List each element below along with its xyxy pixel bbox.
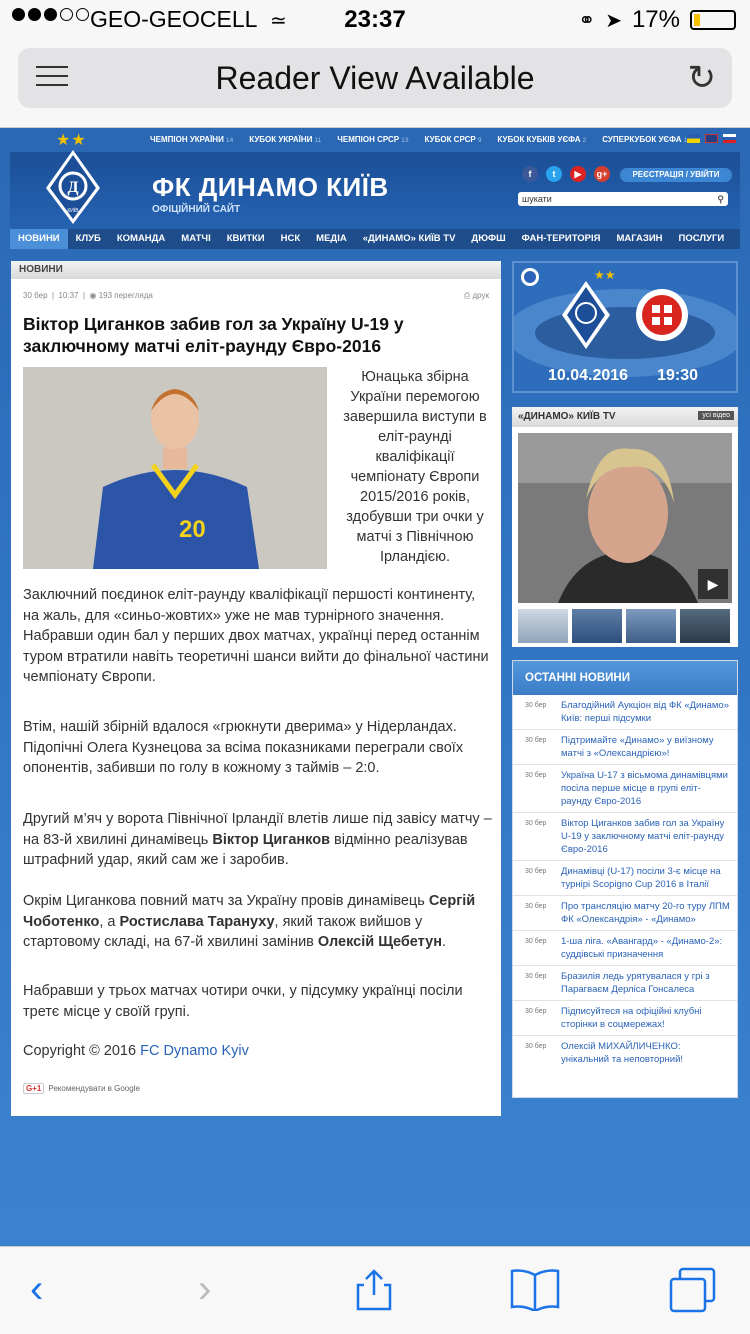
article-intro: Юнацька збірна України перемогою завершила виступи в еліт-раунді кваліфікації чемпіонату Європи 2015/2016 років, здобувши три очки у матчі з Північною Ірландією. <box>343 369 487 565</box>
social-links <box>522 166 610 182</box>
svg-text:★★: ★★ <box>594 268 616 282</box>
nav-club[interactable]: КЛУБ <box>75 233 101 244</box>
svg-text:Д: Д <box>67 179 79 196</box>
google-plus-one-icon[interactable]: G+1 <box>23 1083 44 1094</box>
article-paragraph: Заключний поєдинок еліт-раунду кваліфікації першості континенту, на жаль, для «синьо-жовтих» уже не мав турнірного значення. Набравши один бал у перших двох матчах, українці перед останнім туром втратили навіть теоретичні шанси вийти до фінальної частини чемпіонату Європи. <box>23 587 489 685</box>
article-paragraph: Другий м’яч у ворота Північної Ірландії влетів лише під завісу матчу – на 83-й хвилині динамівець Віктор Циганков відмінно реалізував штрафний удар, який сам же і заробив. <box>23 811 492 868</box>
trophy-link[interactable]: ЧЕМПІОН УКРАЇНИ 14 <box>150 135 234 144</box>
news-item[interactable]: 30 бер Динамівці (U-17) посіли 3-є місце на турнірі Scopigno Cup 2016 в Італії <box>513 861 737 896</box>
video-thumbnails <box>518 609 730 643</box>
news-item[interactable]: 30 бер Україна U-17 з вісьмома динамівцями посіла перше місце в групі еліт-раунду Євро-2016 <box>513 765 737 813</box>
signal-strength-icon <box>12 8 89 21</box>
flag-ru-icon[interactable] <box>723 134 736 143</box>
nav-tickets[interactable]: КВИТКИ <box>226 233 265 244</box>
article-paragraph: Втім, нашій збірній вдалося «грюкнути дверима» у Нідерландах. Підопічні Олега Кузнецова за всіма показниками переграли своїх опонентів, забивши по голу в кожному з таймів – 2:0. <box>23 719 464 776</box>
dynamo-logo-icon[interactable] <box>44 148 102 226</box>
news-item[interactable]: 30 бер 1-ша ліга. «Авангард» - «Динамо-2»: суддівські призначення <box>513 931 737 966</box>
site-search-input[interactable]: шукати ⚲ <box>518 192 728 206</box>
youtube-icon[interactable]: ▶ <box>570 166 586 182</box>
latest-news-title: ОСТАННІ НОВИНИ <box>513 661 737 695</box>
video-thumb[interactable] <box>680 609 730 643</box>
news-item[interactable]: 30 бер Віктор Циганков забив гол за Україну U-19 у заключному матчі еліт-раунду Євро-2016 <box>513 813 737 861</box>
trophy-link[interactable]: КУБОК СРСР 9 <box>424 135 482 144</box>
eye-icon: ◉ <box>89 291 97 300</box>
video-thumb[interactable] <box>518 609 568 643</box>
article-views: 193 перегляда <box>98 291 153 300</box>
news-item[interactable]: 30 бер Про трансляцію матчу 20-го туру ЛПМ ФК «Олександрія» - «Динамо» <box>513 896 737 931</box>
section-title: НОВИНИ <box>11 261 501 279</box>
article-paragraph: Окрім Циганкова повний матч за Україну провів динамівець Сергій Чоботенко, а Ростислава Тарануху, який також вийшов у стартовому складі, на 67-й хвилині замінив Олексій Щебетун. <box>23 893 476 950</box>
status-bar <box>0 0 750 40</box>
carrier-name: GEO-GEOCELL <box>90 6 258 32</box>
forward-icon[interactable]: › <box>198 1267 212 1311</box>
next-match-banner[interactable] <box>512 261 738 393</box>
battery-percent: 17% <box>631 6 680 33</box>
match-time: 19:30 <box>657 367 698 384</box>
nav-tv[interactable]: «ДИНАМО» КИЇВ TV <box>362 233 456 244</box>
nav-nsk[interactable]: НСК <box>280 233 301 244</box>
clock: 23:37 <box>344 6 406 33</box>
nav-shop[interactable]: МАГАЗИН <box>616 233 663 244</box>
copyright: Copyright © 2016 FC Dynamo Kyiv <box>23 1043 249 1059</box>
print-link[interactable]: ⎙ друк <box>463 291 489 300</box>
dynamo-tv-block <box>512 407 738 647</box>
wifi-icon: ≃ <box>270 10 287 32</box>
video-thumb[interactable] <box>572 609 622 643</box>
player-photo <box>23 367 327 569</box>
news-item[interactable]: 30 бер Олексій МИХАЙЛИЧЕНКО: унікальний та неповторний! <box>525 1041 684 1065</box>
twitter-icon[interactable]: t <box>546 166 562 182</box>
tv-title: «ДИНАМО» КИЇВ TV <box>512 407 738 427</box>
nav-services[interactable]: ПОСЛУГИ <box>678 233 725 244</box>
svg-text:20: 20 <box>179 516 206 543</box>
webpage <box>0 128 750 1246</box>
article-date: 30 бер <box>23 291 48 300</box>
nav-team[interactable]: КОМАНДА <box>116 233 166 244</box>
reload-icon[interactable]: ↻ <box>687 59 716 97</box>
nav-media[interactable]: МЕДІА <box>316 233 347 244</box>
nav-fan-zone[interactable]: ФАН-ТЕРИТОРІЯ <box>521 233 601 244</box>
google-plus-icon[interactable]: g+ <box>594 166 610 182</box>
bookmarks-icon[interactable] <box>508 1267 562 1311</box>
flag-uk-icon[interactable] <box>705 134 718 143</box>
printer-icon: ⎙ <box>463 291 471 300</box>
news-item[interactable]: 30 бер Підписуйтеся на офіційні клубні сторінки в соцмережах! <box>513 1001 737 1036</box>
news-item[interactable]: 30 бер Благодійний Аукціон від ФК «Динамо» Київ: перші підсумки <box>513 695 737 730</box>
play-icon[interactable]: ▶ <box>698 569 728 599</box>
trophy-link[interactable]: КУБОК КУБКІВ УЄФА 2 <box>497 135 587 144</box>
back-icon[interactable]: ‹ <box>30 1267 44 1311</box>
match-date: 10.04.2016 <box>548 367 629 384</box>
share-icon[interactable] <box>354 1267 394 1311</box>
address-title: Reader View Available <box>215 60 535 96</box>
latest-news <box>512 660 738 1098</box>
nav-academy[interactable]: ДЮФШ <box>471 233 506 244</box>
main-nav <box>10 229 740 249</box>
address-field[interactable] <box>18 48 732 108</box>
news-item[interactable]: 30 бер Бразилія ледь урятувалася у грі з Парагваєм Дерліса Гонсалеса <box>513 966 737 1001</box>
trophy-link[interactable]: СУПЕРКУБОК УЄФА 1 <box>602 135 688 144</box>
nav-news[interactable]: НОВИНИ <box>10 229 68 249</box>
orientation-lock-icon: ⚭ <box>578 9 596 32</box>
facebook-icon[interactable]: f <box>522 166 538 182</box>
language-flags <box>687 134 736 143</box>
nav-matches[interactable]: МАТЧІ <box>181 233 211 244</box>
all-videos-link[interactable]: усі відео <box>698 411 734 420</box>
browser-toolbar <box>0 1246 750 1334</box>
copyright-link[interactable]: FC Dynamo Kyiv <box>140 1043 249 1059</box>
register-login-button[interactable]: РЕЄСТРАЦІЯ / УВІЙТИ <box>620 168 732 182</box>
site-subtitle: ОФІЦІЙНИЙ САЙТ <box>152 204 241 215</box>
video-thumb[interactable] <box>626 609 676 643</box>
tabs-icon[interactable] <box>668 1267 718 1313</box>
trophy-links <box>150 135 687 144</box>
article-meta: 30 бер | 10:37 | ◉ 193 перегляда ⎙ друк <box>23 291 489 300</box>
browser-address-bar <box>0 40 750 128</box>
location-icon: ➤ <box>605 9 622 32</box>
battery-icon <box>690 10 736 30</box>
article-headline: Віктор Циганков забив гол за Україну U-19 у заключному матчі еліт-раунду Євро-2016 <box>23 314 404 356</box>
site-name[interactable]: ФК ДИНАМО КИЇВ <box>152 172 389 202</box>
news-item[interactable]: 30 бер Підтримайте «Динамо» у виїзному матчі з «Олександрією»! <box>513 730 737 765</box>
google-recommend[interactable]: G+1 Рекомендувати в Google <box>23 1083 140 1094</box>
trophy-link[interactable]: КУБОК УКРАЇНИ 11 <box>249 135 322 144</box>
article-paragraph: Набравши у трьох матчах чотири очки, у підсумку українці посіли третє місце у своїй групі. <box>23 983 463 1020</box>
svg-text:КИЇВ: КИЇВ <box>67 208 79 214</box>
trophy-link[interactable]: ЧЕМПІОН СРСР 13 <box>337 135 409 144</box>
article-time: 10:37 <box>58 291 79 300</box>
search-icon[interactable]: ⚲ <box>717 194 724 204</box>
stars-icon: ★★ <box>56 132 87 149</box>
article <box>11 261 501 1116</box>
flag-ua-icon[interactable] <box>687 134 700 143</box>
video-thumbnail[interactable] <box>518 433 732 603</box>
